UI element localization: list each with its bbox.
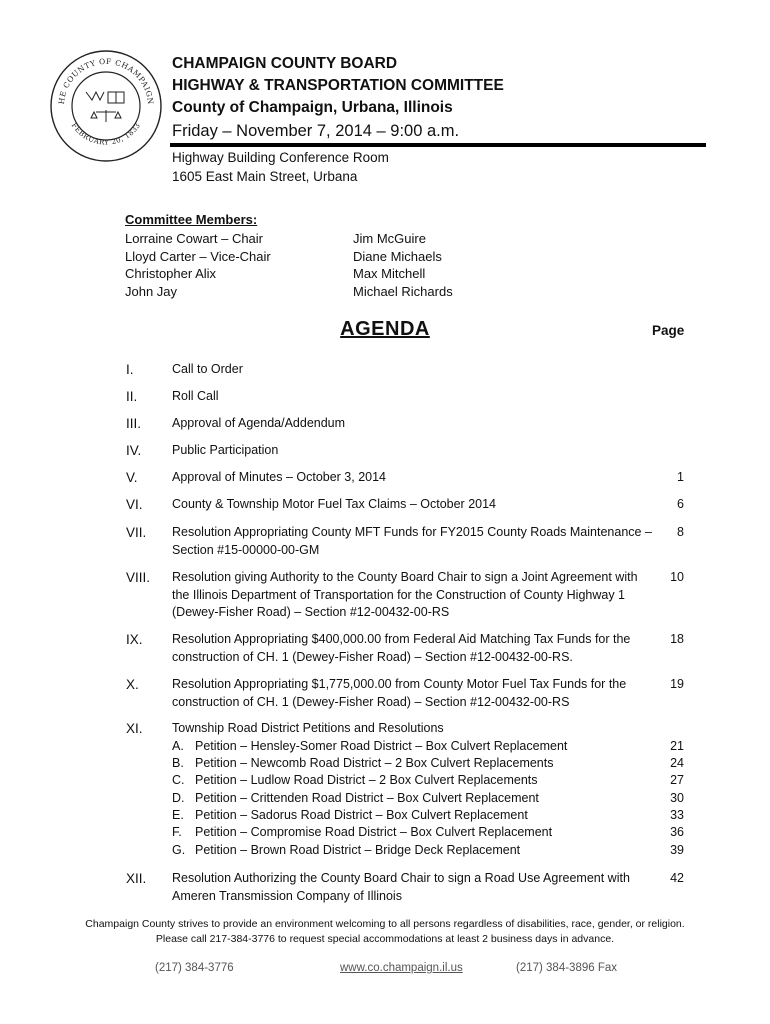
agenda-item-text: Call to Order bbox=[172, 362, 243, 376]
subitem-letter: E. bbox=[172, 808, 184, 822]
agenda-item-page: 19 bbox=[670, 677, 684, 691]
agenda-item-text: Roll Call bbox=[172, 389, 219, 403]
subitem-letter: C. bbox=[172, 773, 185, 787]
agenda-subitem bbox=[172, 772, 538, 790]
committee-members-title: Committee Members: bbox=[125, 212, 258, 227]
agenda-item-number: IV. bbox=[126, 443, 142, 458]
agenda-item-page: 1 bbox=[677, 470, 684, 484]
subitem-text: Petition – Hensley-Somer Road District – Box Culvert Replacement bbox=[195, 739, 568, 753]
subitem-letter: F. bbox=[172, 825, 182, 839]
agenda-subitem bbox=[172, 755, 553, 773]
committee-members-right bbox=[353, 230, 453, 300]
county-seal bbox=[48, 48, 164, 164]
board-name: CHAMPAIGN COUNTY BOARD bbox=[172, 55, 398, 72]
committee-members-left bbox=[125, 230, 271, 300]
subitem-text: Petition – Compromise Road District – Box Culvert Replacement bbox=[195, 825, 553, 839]
agenda-item-text: Township Road District Petitions and Resolutions bbox=[172, 721, 444, 735]
agenda-title: AGENDA bbox=[340, 318, 430, 340]
committee-member: Michael Richards bbox=[353, 283, 453, 299]
agenda-subitem bbox=[172, 807, 528, 825]
header-divider bbox=[170, 143, 706, 147]
subitem-page: 36 bbox=[670, 825, 684, 839]
committee-member: Christopher Alix bbox=[125, 266, 217, 281]
agenda-subitem bbox=[172, 738, 567, 756]
agenda-item-text: Resolution Authorizing the County Board Chair to sign a Road Use Agreement with Ameren Transmission Company of Illinois bbox=[172, 871, 630, 903]
agenda-item-page: 6 bbox=[677, 497, 684, 511]
page-column-header: Page bbox=[652, 323, 685, 338]
meeting-address: 1605 East Main Street, Urbana bbox=[172, 169, 358, 184]
agenda-item-number: X. bbox=[126, 677, 139, 692]
committee-member: Max Mitchell bbox=[353, 266, 426, 281]
agenda-item-text: Approval of Minutes – October 3, 2014 bbox=[172, 470, 387, 484]
subitem-page: 30 bbox=[670, 791, 684, 805]
agenda-item-page: 18 bbox=[670, 632, 684, 646]
subitem-text: Petition – Ludlow Road District – 2 Box Culvert Replacements bbox=[195, 773, 538, 787]
agenda-item-number: I. bbox=[126, 362, 134, 377]
subitem-text: Petition – Crittenden Road District – Box Culvert Replacement bbox=[195, 791, 539, 805]
committee-name: HIGHWAY & TRANSPORTATION COMMITTEE bbox=[172, 77, 504, 94]
agenda-item-number: II. bbox=[126, 389, 138, 404]
agenda-item-number: VI. bbox=[126, 497, 143, 512]
county-seal-graphic bbox=[48, 48, 164, 164]
fax-number: (217) 384-3896 Fax bbox=[516, 962, 618, 974]
committee-member: Lorraine Cowart – Chair bbox=[125, 231, 264, 246]
agenda-item-page: 10 bbox=[670, 570, 684, 584]
subitem-letter: B. bbox=[172, 756, 184, 770]
accommodation-notice: Please call 217-384-3776 to request special accommodations at least 2 business days in advance. bbox=[155, 933, 615, 945]
agenda-item-number: XII. bbox=[126, 871, 147, 886]
agenda-item-text: Resolution giving Authority to the County Board Chair to sign a Joint Agreement with the Illinois Department of Transportation for the Construction of County Highway 1 (Dewey-Fisher Road) – Section #12-00432-00-RS bbox=[172, 570, 638, 619]
accessibility-notice: Champaign County strives to provide an environment welcoming to all persons regardless of disabilities, race, gender, or religion. bbox=[85, 918, 685, 930]
agenda-item-number: VIII. bbox=[126, 570, 151, 585]
committee-member: Diane Michaels bbox=[353, 248, 442, 264]
svg-text:SEAL OF THE COUNTY OF CHAMPAIG: HE COUNTY OF CHAMPAIGN bbox=[56, 56, 156, 105]
website-link[interactable]: www.co.champaign.il.us bbox=[340, 962, 463, 974]
agenda-item-text: Resolution Appropriating $400,000.00 from Federal Aid Matching Tax Funds for the construction of CH. 1 (Dewey-Fisher Road) – Section #12-00432-00-RS. bbox=[172, 632, 631, 664]
subitem-text: Petition – Sadorus Road District – Box Culvert Replacement bbox=[195, 808, 528, 822]
meeting-date: Friday – November 7, 2014 – 9:00 a.m. bbox=[172, 122, 460, 140]
agenda-item-number: IX. bbox=[126, 632, 143, 647]
subitem-text: Petition – Brown Road District – Bridge Deck Replacement bbox=[195, 843, 521, 857]
agenda-item-text: Resolution Appropriating County MFT Funds for FY2015 County Roads Maintenance – Section #15-00000-00-GM bbox=[172, 525, 652, 557]
svg-text:FEBRUARY 20, 1833: FEBRUARY 20, 1833 bbox=[69, 121, 143, 147]
agenda-item-number: III. bbox=[126, 416, 142, 431]
subitem-page: 39 bbox=[670, 843, 684, 857]
subitem-letter: A. bbox=[172, 739, 184, 753]
agenda-item-number: VII. bbox=[126, 525, 147, 540]
subitem-text: Petition – Newcomb Road District – 2 Box Culvert Replacements bbox=[195, 756, 554, 770]
agenda-item-number: XI. bbox=[126, 721, 143, 736]
meeting-room: Highway Building Conference Room bbox=[172, 150, 389, 165]
seal-emblem bbox=[86, 92, 124, 122]
agenda-subitem bbox=[172, 824, 552, 842]
subitem-page: 33 bbox=[670, 808, 684, 822]
subitem-letter: D. bbox=[172, 791, 185, 805]
agenda-item-text: County & Township Motor Fuel Tax Claims – October 2014 bbox=[172, 497, 496, 511]
agenda-item-page: 8 bbox=[677, 525, 684, 539]
committee-member: John Jay bbox=[125, 283, 178, 299]
committee-member: Jim McGuire bbox=[353, 231, 426, 246]
phone-number: (217) 384-3776 bbox=[155, 962, 234, 974]
committee-member: Lloyd Carter – Vice-Chair bbox=[125, 248, 271, 264]
agenda-item-text: Approval of Agenda/Addendum bbox=[172, 416, 346, 430]
agenda-item-text: Public Participation bbox=[172, 443, 279, 457]
agenda-subitem bbox=[172, 790, 539, 808]
subitem-page: 27 bbox=[670, 773, 684, 787]
agenda-item-page: 42 bbox=[670, 871, 684, 885]
agenda-item-text: Resolution Appropriating $1,775,000.00 from County Motor Fuel Tax Funds for the construction of CH. 1 (Dewey-Fisher Road) – Section #12-00432-00-RS bbox=[172, 677, 627, 709]
agenda-subitem bbox=[172, 842, 520, 860]
subitem-page: 21 bbox=[670, 739, 684, 753]
agenda-item-number: V. bbox=[126, 470, 138, 485]
subitem-page: 24 bbox=[670, 756, 684, 770]
subitem-letter: G. bbox=[172, 843, 186, 857]
county-location: County of Champaign, Urbana, Illinois bbox=[172, 99, 453, 116]
